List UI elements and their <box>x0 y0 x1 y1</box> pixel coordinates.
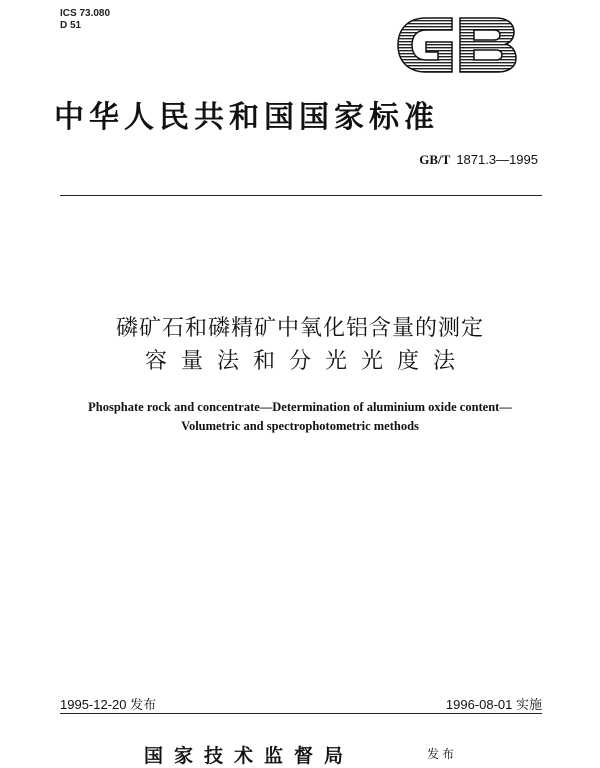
english-title-line-2: Volumetric and spectrophotometric methods <box>181 419 419 433</box>
top-divider <box>60 195 542 196</box>
classification-codes <box>60 8 110 32</box>
publisher-name: 国家技术监督局 <box>144 745 355 767</box>
standard-code: 1871.3—1995 <box>456 152 538 167</box>
national-standard-title: 中华人民共和国国家标准 <box>54 100 439 135</box>
chinese-title-line-1: 磷矿石和磷精矿中氧化铝含量的测定 <box>115 316 484 341</box>
publisher-action: 发布 <box>427 747 458 761</box>
standard-prefix: GB/T <box>419 152 451 167</box>
issue-date: 1995-12-20 发布 <box>60 697 157 712</box>
chinese-title-line-2: 容量法和分光光度法 <box>144 349 469 374</box>
ccs-code: D 51 <box>60 20 82 31</box>
bottom-divider <box>60 713 542 714</box>
ics-code: ICS 73.080 <box>60 8 111 19</box>
standard-number <box>419 152 538 168</box>
english-title-line-1: Phosphate rock and concentrate—Determination of aluminium oxide content— <box>88 400 512 414</box>
gb-logo-text: GB <box>396 14 398 15</box>
implementation-date: 1996-08-01 实施 <box>445 697 542 712</box>
gb-logo <box>396 14 518 76</box>
